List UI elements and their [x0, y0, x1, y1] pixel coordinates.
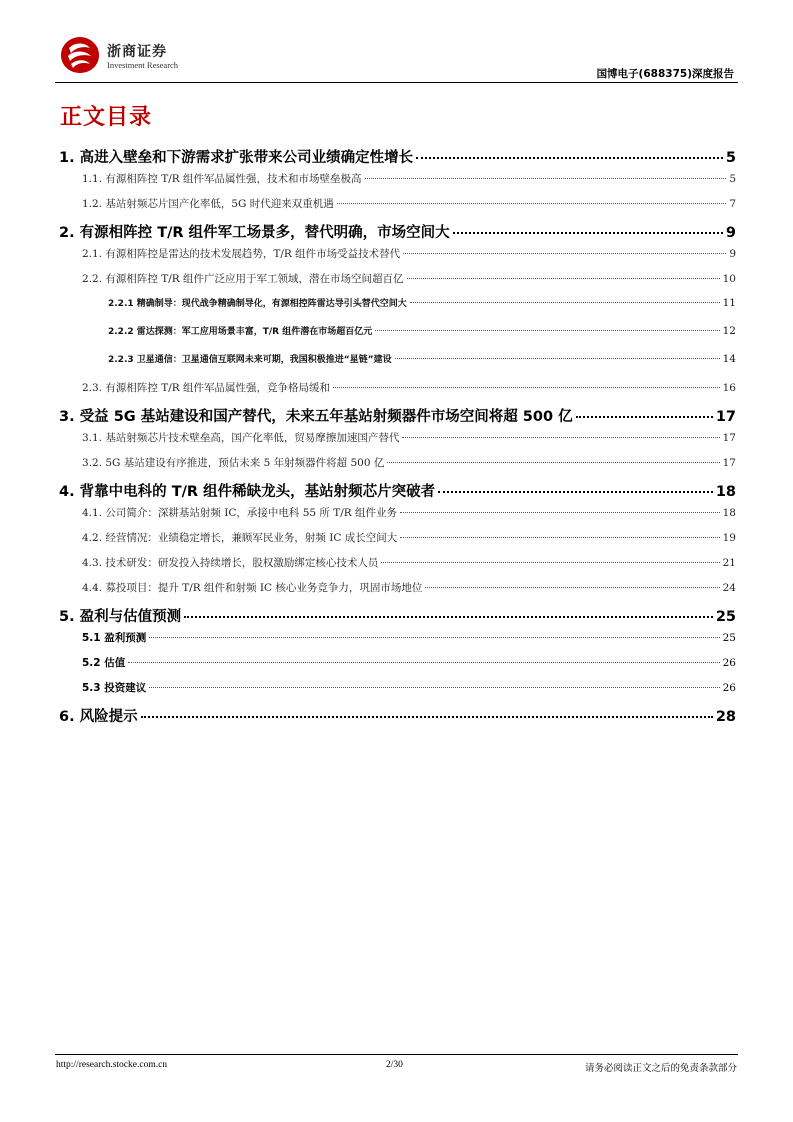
toc-entry[interactable]	[59, 221, 736, 246]
toc-entry-page: 7	[729, 198, 736, 210]
toc-entry[interactable]	[59, 555, 736, 580]
toc-entry[interactable]	[59, 680, 736, 705]
toc-leader-dots	[416, 157, 723, 159]
toc-entry-label: 2. 有源相阵控 T/R 组件军工场景多，替代明确，市场空间大	[59, 225, 450, 241]
toc-entry-page: 17	[715, 409, 736, 425]
toc-entry-label: 2.2.1 精确制导：现代战争精确制导化，有源相控阵雷达导引头替代空间大	[108, 299, 407, 309]
toc-entry-label: 3.2. 5G 基站建设有序推进，预估未来 5 年射频器件将超 500 亿	[82, 457, 385, 469]
toc-entry-label: 1.2. 基站射频芯片国产化率低，5G 时代迎来双重机遇	[82, 198, 334, 210]
toc-entry[interactable]	[59, 324, 736, 352]
toc-entry-page: 5	[729, 173, 736, 185]
brand-name-cn: 浙商证券	[107, 44, 167, 60]
toc-entry[interactable]	[59, 630, 736, 655]
toc-entry-page: 26	[722, 682, 736, 694]
toc-entry[interactable]	[59, 296, 736, 324]
toc-entry-page: 18	[722, 507, 736, 519]
toc-entry-label: 4. 背靠中电科的 T/R 组件稀缺龙头，基站射频芯片突破者	[59, 484, 436, 500]
toc-leader-dots	[400, 512, 720, 513]
toc-entry-page: 9	[725, 225, 736, 241]
table-of-contents	[59, 146, 736, 730]
toc-leader-dots	[438, 491, 713, 493]
report-identifier: 国博电子(688375)深度报告	[596, 68, 734, 80]
toc-entry[interactable]	[59, 405, 736, 430]
toc-entry-label: 2.2.3 卫星通信：卫星通信互联网未来可期，我国积极推进“星链”建设	[108, 355, 392, 365]
toc-entry[interactable]	[59, 505, 736, 530]
toc-entry[interactable]	[59, 655, 736, 680]
toc-entry[interactable]	[59, 146, 736, 171]
footer-divider	[55, 1054, 738, 1055]
toc-leader-dots	[576, 416, 713, 418]
toc-entry-page: 28	[715, 709, 736, 725]
toc-entry-page: 18	[715, 484, 736, 500]
footer-disclaimer-note: 请务必阅读正文之后的免责条款部分	[584, 1063, 737, 1074]
toc-entry-label: 2.1. 有源相阵控是雷达的技术发展趋势，T/R 组件市场受益技术替代	[82, 248, 401, 260]
toc-entry[interactable]	[59, 580, 736, 605]
toc-entry-page: 17	[722, 457, 736, 469]
toc-leader-dots	[381, 562, 719, 563]
toc-entry[interactable]	[59, 430, 736, 455]
toc-leader-dots	[375, 330, 719, 331]
toc-entry[interactable]	[59, 530, 736, 555]
toc-entry-page: 26	[722, 657, 736, 669]
toc-entry-page: 25	[715, 609, 736, 625]
toc-entry-page: 17	[722, 432, 736, 444]
toc-leader-dots	[365, 178, 727, 179]
toc-entry-label: 1.1. 有源相阵控 T/R 组件军品属性强，技术和市场壁垒极高	[82, 173, 362, 185]
toc-entry-page: 9	[729, 248, 736, 260]
toc-leader-dots	[403, 253, 726, 254]
toc-entry[interactable]	[59, 380, 736, 405]
toc-entry[interactable]	[59, 246, 736, 271]
toc-entry[interactable]	[59, 705, 736, 730]
toc-entry-label: 5. 盈利与估值预测	[59, 609, 182, 625]
toc-leader-dots	[407, 278, 720, 279]
page-title: 正文目录	[60, 105, 153, 130]
toc-entry-label: 4.2. 经营情况：业绩稳定增长，兼顾军民业务，射频 IC 成长空间大	[82, 532, 398, 544]
toc-leader-dots	[400, 537, 719, 538]
toc-leader-dots	[149, 637, 719, 638]
toc-entry-page: 14	[722, 353, 736, 365]
toc-leader-dots	[141, 716, 713, 718]
toc-entry-label: 4.3. 技术研发：研发投入持续增长，股权激励绑定核心技术人员	[82, 557, 379, 569]
toc-leader-dots	[395, 358, 720, 359]
toc-entry-label: 2.3. 有源相阵控 T/R 组件军品属性强，竞争格局缓和	[82, 382, 330, 394]
toc-entry-page: 11	[722, 297, 736, 309]
toc-entry-label: 3. 受益 5G 基站建设和国产替代，未来五年基站射频器件市场空间将超 500 亿	[59, 409, 573, 425]
toc-entry-page: 10	[722, 273, 736, 285]
toc-leader-dots	[184, 616, 713, 618]
toc-entry-page: 24	[722, 582, 736, 594]
toc-entry-page: 5	[725, 150, 736, 166]
toc-entry-label: 3.1. 基站射频芯片技术壁垒高，国产化率低，贸易摩擦加速国产替代	[82, 432, 400, 444]
toc-leader-dots	[402, 437, 719, 438]
toc-entry[interactable]	[59, 480, 736, 505]
toc-entry-page: 16	[722, 382, 736, 394]
toc-entry-label: 4.1. 公司简介：深耕基站射频 IC，承接中电科 55 所 T/R 组件业务	[82, 507, 398, 519]
toc-leader-dots	[149, 687, 719, 688]
toc-leader-dots	[128, 662, 719, 663]
toc-entry-label: 2.2.2 雷达探测：军工应用场景丰富，T/R 组件潜在市场超百亿元	[108, 327, 373, 337]
toc-leader-dots	[410, 302, 720, 303]
toc-leader-dots	[425, 587, 719, 588]
toc-entry-label: 5.1 盈利预测	[82, 632, 147, 644]
header-divider	[55, 82, 738, 83]
brand-name-en: Investment Research	[107, 60, 179, 70]
toc-leader-dots	[333, 387, 720, 388]
toc-entry-page: 19	[722, 532, 736, 544]
toc-entry-page: 25	[722, 632, 736, 644]
toc-entry-page: 21	[722, 557, 736, 569]
footer-page-number: 2/30	[386, 1060, 403, 1070]
toc-entry-label: 6. 风险提示	[59, 709, 138, 725]
toc-leader-dots	[453, 232, 723, 234]
toc-entry[interactable]	[59, 171, 736, 196]
toc-entry[interactable]	[59, 196, 736, 221]
toc-entry[interactable]	[59, 352, 736, 380]
toc-entry[interactable]	[59, 271, 736, 296]
toc-leader-dots	[387, 462, 719, 463]
toc-entry[interactable]	[59, 455, 736, 480]
toc-entry-label: 2.2. 有源相阵控 T/R 组件广泛应用于军工领域，潜在市场空间超百亿	[82, 273, 404, 285]
zheshang-logo-icon	[59, 36, 101, 74]
toc-entry-label: 5.3 投资建议	[82, 682, 147, 694]
toc-entry-label: 4.4. 募投项目：提升 T/R 组件和射频 IC 核心业务竞争力，巩固市场地位	[82, 582, 423, 594]
toc-entry[interactable]	[59, 605, 736, 630]
toc-entry-page: 12	[722, 325, 736, 337]
brand	[107, 44, 178, 71]
footer-url[interactable]: http://research.stocke.com.cn	[56, 1060, 168, 1070]
toc-entry-label: 5.2 估值	[82, 657, 126, 669]
toc-leader-dots	[337, 203, 727, 204]
toc-entry-label: 1. 高进入壁垒和下游需求扩张带来公司业绩确定性增长	[59, 150, 414, 166]
